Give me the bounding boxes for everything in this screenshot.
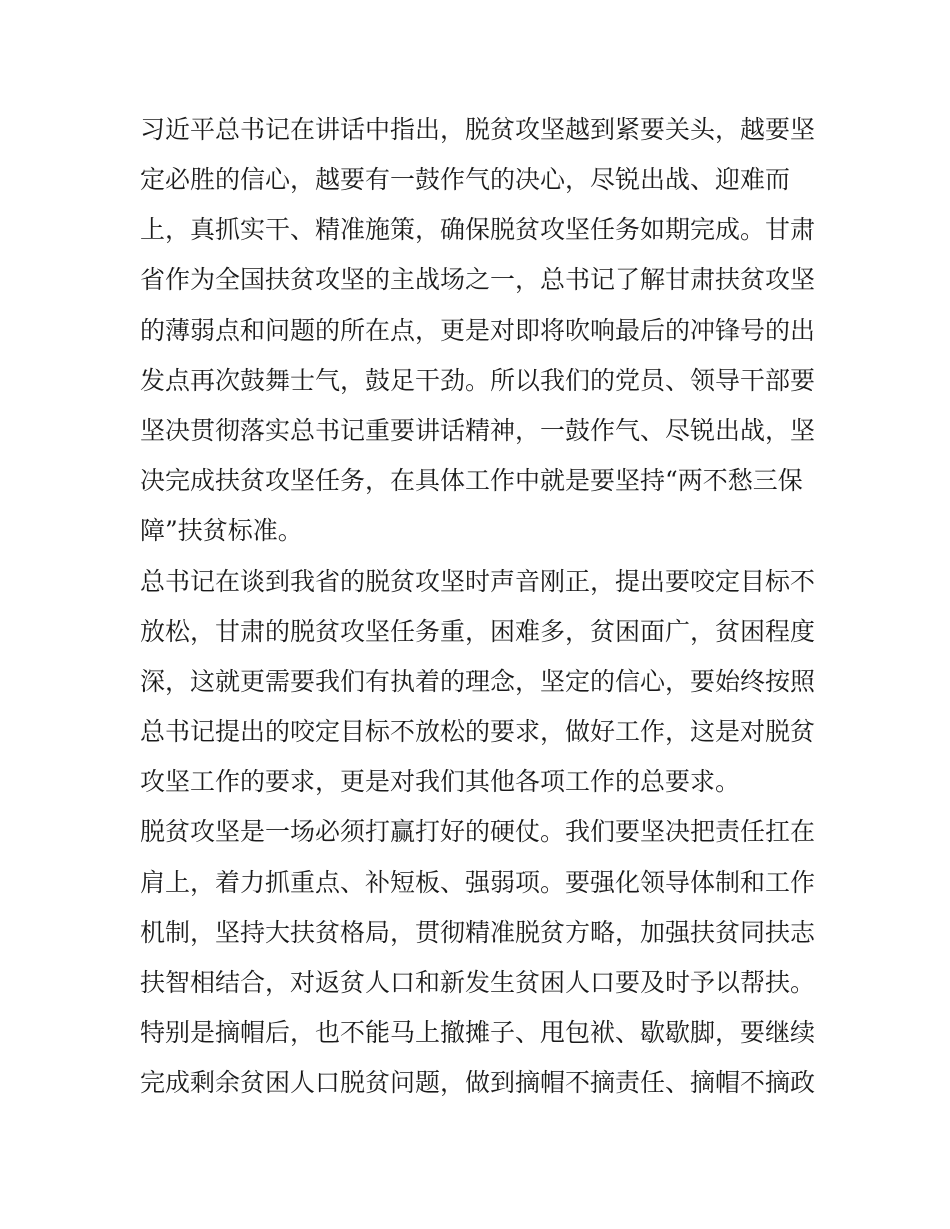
text-line: 总书记在谈到我省的脱贫攻坚时声音刚正，提出要咬定目标不: [140, 567, 816, 596]
text-line: 特别是摘帽后，也不能马上撤摊子、甩包袱、歇歇脚，要继续: [140, 1018, 816, 1047]
text-line: 坚决贯彻落实总书记重要讲话精神，一鼓作气、尽锐出战，坚: [140, 416, 816, 445]
text-line: 深，这就更需要我们有执着的理念，坚定的信心，要始终按照: [140, 667, 816, 696]
text-line: 脱贫攻坚是一场必须打赢打好的硬仗。我们要坚决把责任扛在: [140, 817, 816, 846]
text-line: 障”扶贫标准。: [140, 516, 303, 545]
text-line: 省作为全国扶贫攻坚的主战场之一，总书记了解甘肃扶贫攻坚: [140, 265, 816, 294]
text-line: 习近平总书记在讲话中指出，脱贫攻坚越到紧要关头，越要坚: [140, 115, 816, 144]
text-line: 完成剩余贫困人口脱贫问题，做到摘帽不摘责任、摘帽不摘政: [140, 1068, 816, 1097]
text-line: 发点再次鼓舞士气，鼓足干劲。所以我们的党员、领导干部要: [140, 366, 816, 395]
text-line: 总书记提出的咬定目标不放松的要求，做好工作，这是对脱贫: [140, 717, 816, 746]
text-line: 上，真抓实干、精准施策，确保脱贫攻坚任务如期完成。甘肃: [140, 215, 816, 244]
text-line: 机制，坚持大扶贫格局，贯彻精准脱贫方略，加强扶贫同扶志: [140, 918, 816, 947]
text-line: 攻坚工作的要求，更是对我们其他各项工作的总要求。: [140, 767, 741, 796]
text-line: 的薄弱点和问题的所在点，更是对即将吹响最后的冲锋号的出: [140, 316, 816, 345]
text-line: 扶智相结合，对返贫人口和新发生贫困人口要及时予以帮扶。: [140, 968, 816, 997]
text-line: 定必胜的信心，越要有一鼓作气的决心，尽锐出战、迎难而: [140, 165, 791, 194]
text-line: 决完成扶贫攻坚任务，在具体工作中就是要坚持“两不愁三保: [140, 466, 803, 495]
text-line: 放松，甘肃的脱贫攻坚任务重，困难多，贫困面广，贫困程度: [140, 617, 816, 646]
text-line: 肩上，着力抓重点、补短板、强弱项。要强化领导体制和工作: [140, 868, 816, 897]
